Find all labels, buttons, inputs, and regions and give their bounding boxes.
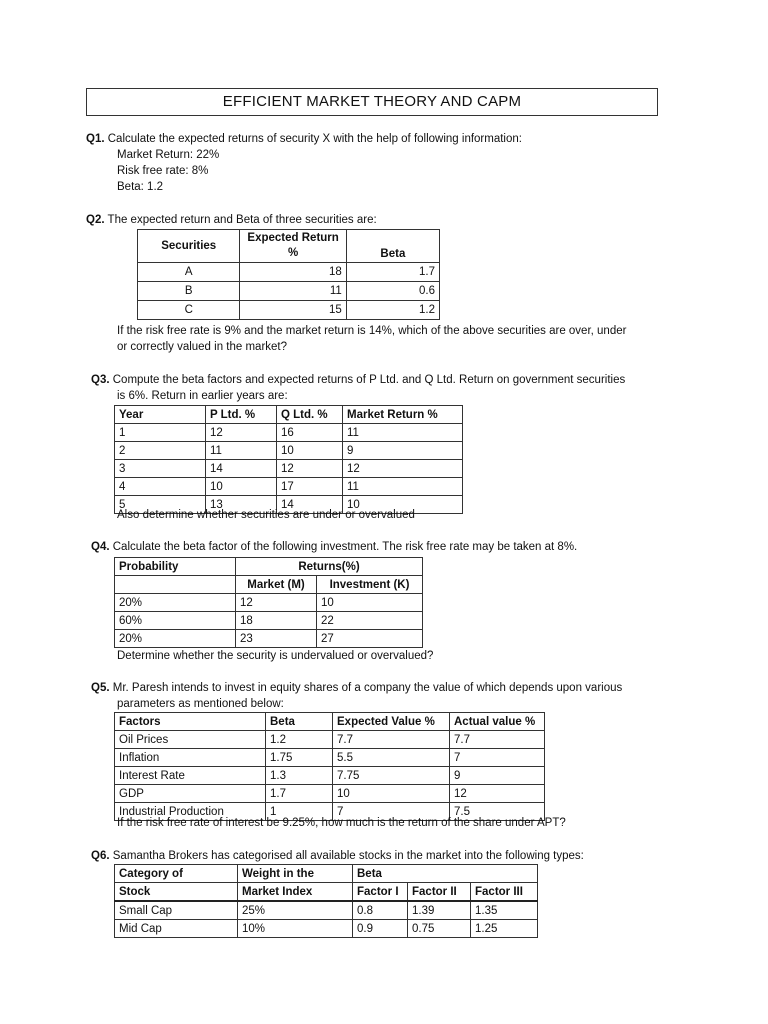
question-number: Q2. bbox=[86, 214, 105, 226]
question-text: Samantha Brokers has categorised all available stocks in the market into the following types: bbox=[112, 850, 584, 862]
table-header: Returns(%) bbox=[236, 558, 423, 576]
question-1 bbox=[86, 131, 686, 195]
question-2 bbox=[86, 212, 686, 228]
question-4 bbox=[91, 539, 711, 555]
returns-table bbox=[114, 405, 463, 514]
table-row: B 11 0.6 bbox=[138, 282, 440, 301]
info-line: Beta: 1.2 bbox=[117, 181, 164, 193]
question-text: The expected return and Beta of three securities are: bbox=[107, 214, 377, 226]
page-title: EFFICIENT MARKET THEORY AND CAPM bbox=[86, 88, 658, 116]
table-header: Stock bbox=[115, 883, 238, 902]
table-row: Mid Cap 10% 0.9 0.75 1.25 bbox=[115, 920, 538, 938]
table-header: Factors bbox=[115, 713, 266, 731]
table-row: 20% 23 27 bbox=[115, 630, 423, 648]
table-header: Market (M) bbox=[236, 576, 317, 594]
table-row: 3 14 12 12 bbox=[115, 460, 463, 478]
table-header: Beta bbox=[346, 230, 439, 263]
table-header: Actual value % bbox=[450, 713, 545, 731]
table-row: Inflation 1.75 5.5 7 bbox=[115, 749, 545, 767]
stock-category-table bbox=[114, 864, 538, 938]
table-row: 5 13 14 10 bbox=[115, 496, 463, 514]
table-header: Market Index bbox=[238, 883, 353, 902]
question-text: Calculate the beta factor of the following investment. The risk free rate may be taken at 8%. bbox=[112, 541, 578, 553]
info-line: Risk free rate: 8% bbox=[117, 165, 209, 177]
table-row: GDP 1.7 10 12 bbox=[115, 785, 545, 803]
table-header: Weight in the bbox=[238, 865, 353, 883]
question-5: Q5. Mr. Paresh intends to invest in equity shares of a company the value of which depends upon various parameters as mentioned below: bbox=[91, 682, 623, 710]
table-header: Probability bbox=[115, 558, 236, 576]
table-header: Investment (K) bbox=[317, 576, 423, 594]
question-6 bbox=[91, 848, 711, 864]
table-header: Year bbox=[115, 406, 206, 424]
table-header: Factor I bbox=[353, 883, 408, 902]
question-number: Q1. bbox=[86, 133, 105, 145]
table-header: Securities bbox=[138, 230, 240, 263]
table-row: Small Cap 25% 0.8 1.39 1.35 bbox=[115, 901, 538, 920]
question-2-followup: If the risk free rate is 9% and the market return is 14%, which of the above securities are over, under or correctly valued in the market? bbox=[117, 325, 627, 353]
probability-table bbox=[114, 557, 423, 648]
table-row: 2 11 10 9 bbox=[115, 442, 463, 460]
table-header: P Ltd. % bbox=[206, 406, 277, 424]
question-text: Compute the beta factors and expected returns of P Ltd. and Q Ltd. Return on government securities bbox=[112, 374, 626, 386]
question-3-followup: Also determine whether securities are under or overvalued bbox=[117, 509, 415, 521]
table-row: Interest Rate 1.3 7.75 9 bbox=[115, 767, 545, 785]
table-row: Oil Prices 1.2 7.7 7.7 bbox=[115, 731, 545, 749]
table-row: 4 10 17 11 bbox=[115, 478, 463, 496]
table-header: Expected Return % bbox=[240, 230, 346, 263]
table-header: Factor III bbox=[471, 883, 538, 902]
securities-table bbox=[137, 229, 440, 320]
table-row: Industrial Production 1 7 7.5 bbox=[115, 803, 545, 821]
table-row: A 18 1.7 bbox=[138, 263, 440, 282]
table-header: Market Return % bbox=[343, 406, 463, 424]
question-text: Calculate the expected returns of security X with the help of following information: bbox=[107, 133, 522, 145]
table-header: Category of bbox=[115, 865, 238, 883]
table-header: Expected Value % bbox=[333, 713, 450, 731]
table-header: Q Ltd. % bbox=[277, 406, 343, 424]
question-5-followup: If the risk free rate of interest be 9.25%, how much is the return of the share under APT? bbox=[117, 817, 566, 829]
table-row: 1 12 16 11 bbox=[115, 424, 463, 442]
question-text: Mr. Paresh intends to invest in equity shares of a company the value of which depends upon various bbox=[112, 682, 623, 694]
table-header: Beta bbox=[353, 865, 538, 883]
info-line: Market Return: 22% bbox=[117, 149, 220, 161]
question-number: Q5. bbox=[91, 682, 110, 694]
table-row: 20% 12 10 bbox=[115, 594, 423, 612]
table-row: C 15 1.2 bbox=[138, 301, 440, 320]
question-3: Q3. Compute the beta factors and expected returns of P Ltd. and Q Ltd. Return on government securities is 6%. Return in earlier years are: bbox=[91, 374, 626, 402]
factors-table bbox=[114, 712, 545, 821]
question-number: Q6. bbox=[91, 850, 110, 862]
question-4-followup: Determine whether the security is undervalued or overvalued? bbox=[117, 650, 434, 662]
table-row: 60% 18 22 bbox=[115, 612, 423, 630]
question-number: Q4. bbox=[91, 541, 110, 553]
table-header: Factor II bbox=[408, 883, 471, 902]
table-header: Beta bbox=[266, 713, 333, 731]
question-number: Q3. bbox=[91, 374, 110, 386]
